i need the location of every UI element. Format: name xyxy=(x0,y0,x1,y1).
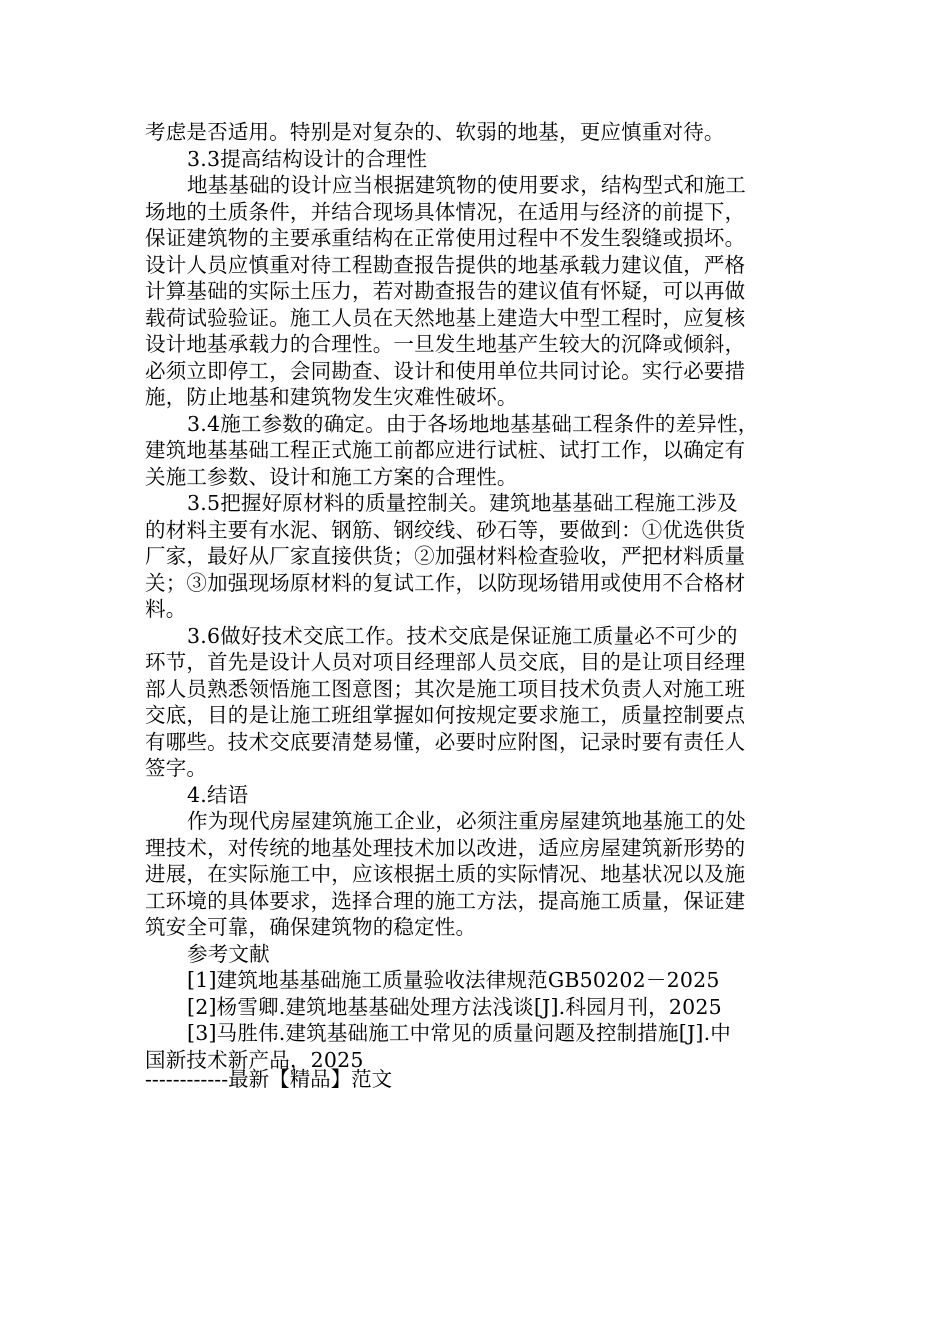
text-line: 理技术，对传统的地基处理技术加以改进，适应房屋建筑新形势的 xyxy=(145,835,746,860)
text-line: 有哪些。技术交底要清楚易懂，必要时应附图，记录时要有责任人 xyxy=(145,729,746,754)
text-line: 筑安全可靠，确保建筑物的稳定性。 xyxy=(145,915,477,939)
text-line: 考虑是否适用。特别是对复杂的、软弱的地基，更应慎重对待。 xyxy=(145,120,725,144)
text-line: 厂家，最好从厂家直接供货；②加强材料检查验收，严把材料质量 xyxy=(145,544,746,568)
text-line: 关施工参数、设计和施工方案的合理性。 xyxy=(145,464,518,489)
reference-item: [1]建筑地基基础施工质量验收法律规范GB50202－2025 xyxy=(187,968,720,992)
text-line: 关；③加强现场原材料的复试工作，以防现场错用或使用不合格材 xyxy=(145,570,746,595)
text-line: 环节，首先是设计人员对项目经理部人员交底，目的是让项目经理 xyxy=(145,650,746,674)
text-line: 施，防止地基和建筑物发生灾难性破坏。 xyxy=(145,385,518,409)
text-line: 料。 xyxy=(145,597,187,621)
section-heading: 3.3提高结构设计的合理性 xyxy=(187,146,428,171)
text-line: 保证建筑物的主要承重结构在正常使用过程中不发生裂缝或损坏。 xyxy=(145,226,746,250)
text-line: 场地的土质条件，并结合现场具体情况，在适用与经济的前提下， xyxy=(145,199,746,224)
text-line: 3.5把握好原材料的质量控制关。建筑地基基础工程施工涉及 xyxy=(187,491,738,515)
text-line: 必须立即停工，会同勘查、设计和使用单位共同讨论。实行必要措 xyxy=(145,358,746,383)
text-line: 设计地基承载力的合理性。一旦发生地基产生较大的沉降或倾斜， xyxy=(145,332,746,356)
text-line: 载荷试验验证。施工人员在天然地基上建造大中型工程时，应复核 xyxy=(145,305,746,330)
document-body xyxy=(145,119,805,1073)
text-line: 计算基础的实际土压力，若对勘查报告的建议值有怀疑，可以再做 xyxy=(145,279,746,303)
text-line: 交底，目的是让施工班组掌握如何按规定要求施工，质量控制要点 xyxy=(145,703,746,727)
reference-item: [2]杨雪卿.建筑地基基础处理方法浅谈[J].科园月刊，2025 xyxy=(187,994,722,1019)
text-line: 3.6做好技术交底工作。技术交底是保证施工质量必不可少的 xyxy=(187,623,738,648)
text-line: 作为现代房屋建筑施工企业，必须注重房屋建筑地基施工的处 xyxy=(187,809,746,833)
text-line: 3.4施工参数的确定。由于各场地地基基础工程条件的差异性， xyxy=(187,411,759,436)
section-heading: 4.结语 xyxy=(187,782,249,807)
text-line: 建筑地基基础工程正式施工前都应进行试桩、试打工作，以确定有 xyxy=(145,438,746,462)
reference-item: [3]马胜伟.建筑基础施工中常见的质量问题及控制措施[J].中 xyxy=(187,1021,731,1045)
page-footer: ------------最新【精品】范文 xyxy=(145,1067,393,1091)
text-line: 进展，在实际施工中，应该根据土质的实际情况、地基状况以及施 xyxy=(145,862,746,886)
text-line: 签字。 xyxy=(145,756,208,780)
text-line: 工环境的具体要求，选择合理的施工方法，提高施工质量，保证建 xyxy=(145,888,746,913)
text-line: 地基基础的设计应当根据建筑物的使用要求，结构型式和施工 xyxy=(187,173,746,197)
text-line: 的材料主要有水泥、钢筋、钢绞线、砂石等，要做到：①优选供货 xyxy=(145,517,746,542)
text-line: 设计人员应慎重对待工程勘查报告提供的地基承载力建议值，严格 xyxy=(145,252,746,277)
reference-item-continued: 国新技术新产品，2025 xyxy=(145,1047,364,1072)
text-line: 部人员熟悉领悟施工图意图；其次是施工项目技术负责人对施工班 xyxy=(145,676,746,701)
references-heading: 参考文献 xyxy=(187,941,270,966)
